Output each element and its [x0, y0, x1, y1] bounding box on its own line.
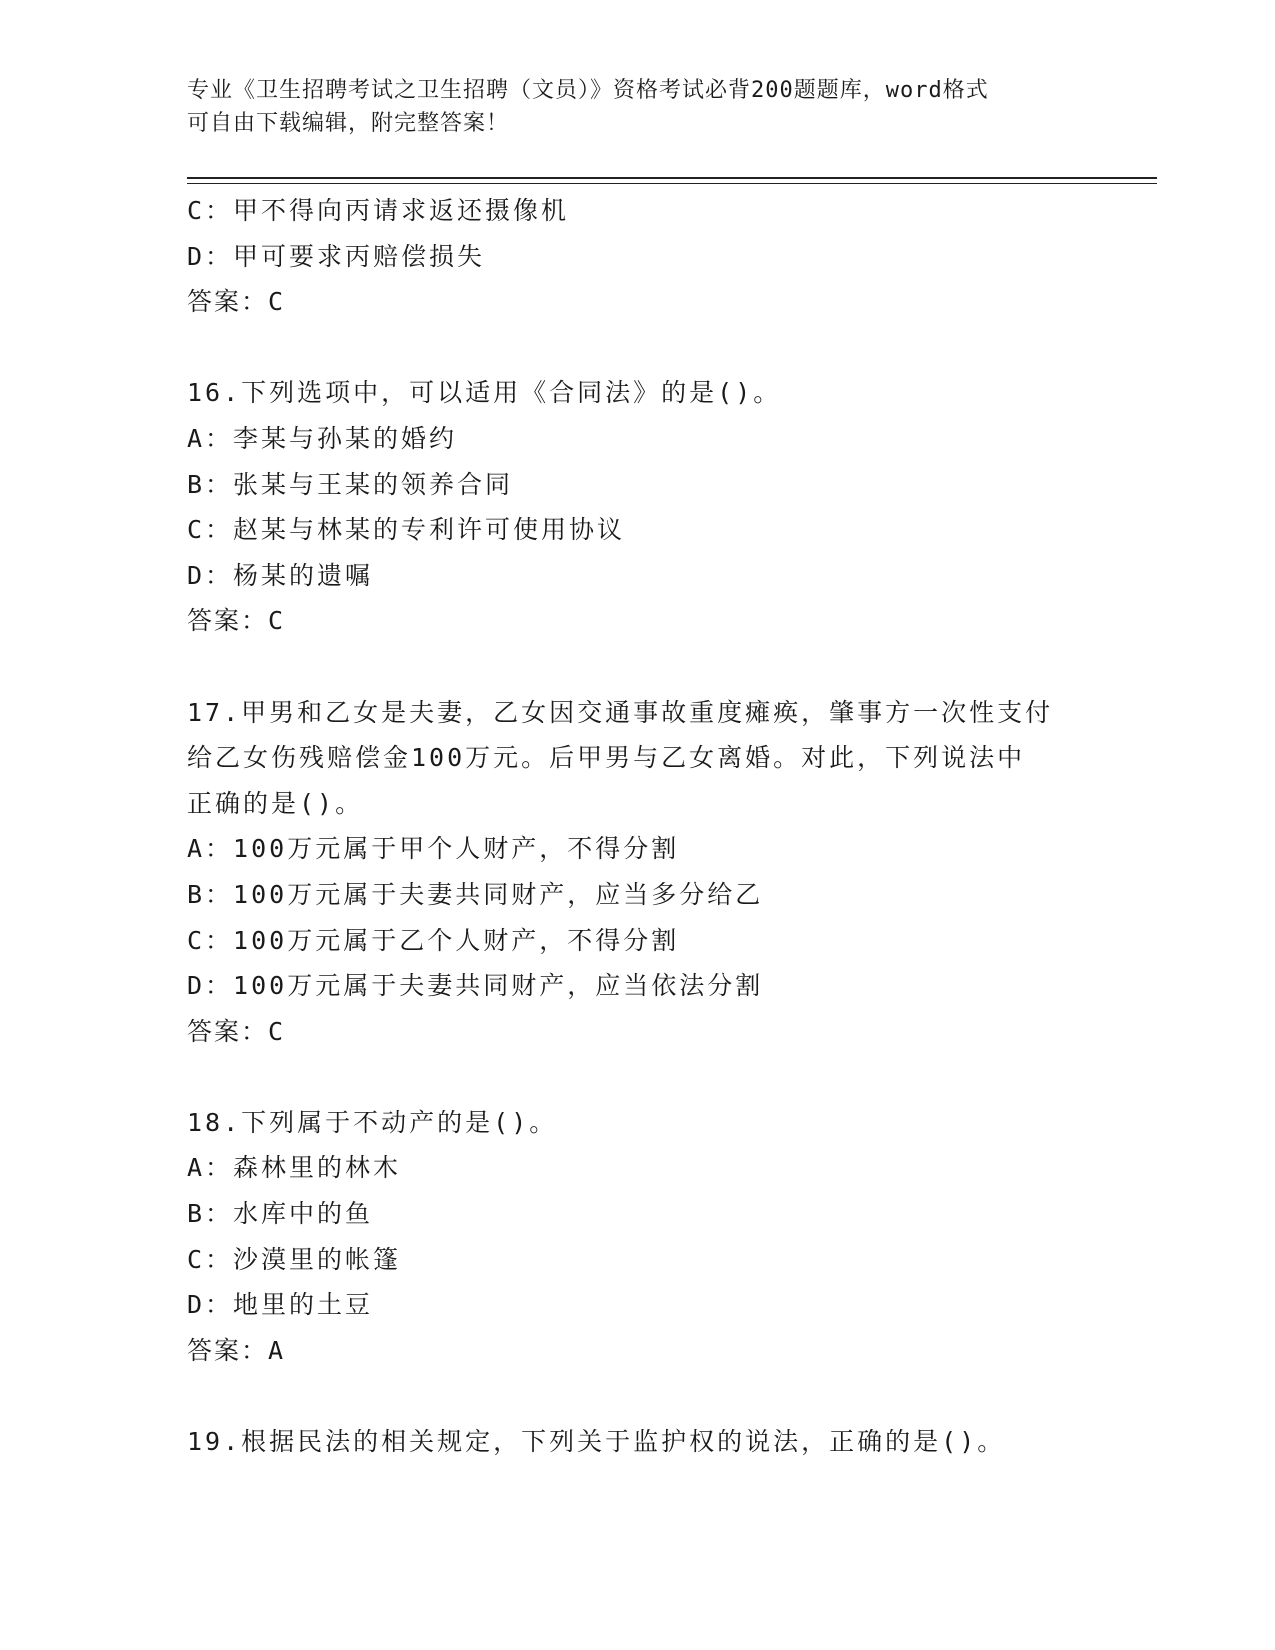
question-stem: 17.甲男和乙女是夫妻，乙女因交通事故重度瘫痪，肇事方一次性支付 — [187, 697, 1054, 727]
document-header — [187, 74, 1087, 140]
option-a: A：李某与孙某的婚约 — [187, 423, 458, 453]
option-d: D：地里的土豆 — [187, 1290, 374, 1320]
option-c: C：沙漠里的帐篷 — [187, 1244, 402, 1274]
option-d: D：杨某的遗嘱 — [187, 560, 374, 590]
option-a: A：100万元属于甲个人财产，不得分割 — [187, 834, 680, 864]
question-17 — [187, 690, 1087, 1055]
option-c: C：甲不得向丙请求返还摄像机 — [187, 196, 570, 225]
question-stem: 正确的是()。 — [187, 788, 364, 818]
option-a: A：森林里的林木 — [187, 1153, 402, 1183]
question-stem: 18.下列属于不动产的是()。 — [187, 1107, 558, 1137]
question-stem: 16.下列选项中，可以适用《合同法》的是()。 — [187, 378, 782, 408]
option-b: B：水库中的鱼 — [187, 1199, 374, 1229]
answer: 答案：A — [187, 1335, 286, 1365]
option-b: B：张某与王某的领养合同 — [187, 469, 514, 499]
option-c: C：赵某与林某的专利许可使用协议 — [187, 515, 626, 545]
question-19 — [187, 1419, 1087, 1465]
option-d: D：甲可要求丙赔偿损失 — [187, 241, 486, 271]
header-rule-thick — [187, 177, 1157, 179]
question-stem: 给乙女伤残赔偿金100万元。后甲男与乙女离婚。对此，下列说法中 — [187, 743, 1026, 773]
header-rule-thin — [187, 183, 1157, 184]
option-c: C：100万元属于乙个人财产，不得分割 — [187, 925, 680, 955]
document-page — [187, 0, 1157, 1650]
question-16 — [187, 370, 1087, 644]
option-b: B：100万元属于夫妻共同财产，应当多分给乙 — [187, 879, 764, 909]
header-line-1: 专业《卫生招聘考试之卫生招聘（文员）》资格考试必背200题题库，word格式 — [187, 78, 989, 103]
option-d: D：100万元属于夫妻共同财产，应当依法分割 — [187, 971, 764, 1001]
question-stem: 19.根据民法的相关规定，下列关于监护权的说法，正确的是()。 — [187, 1427, 1006, 1457]
question-18 — [187, 1100, 1087, 1374]
question-list — [187, 188, 1087, 1465]
answer: 答案：C — [187, 1016, 286, 1046]
answer: 答案：C — [187, 287, 286, 317]
header-line-2: 可自由下载编辑，附完整答案！ — [187, 111, 510, 136]
answer: 答案：C — [187, 606, 286, 636]
continued-question — [187, 188, 1087, 325]
